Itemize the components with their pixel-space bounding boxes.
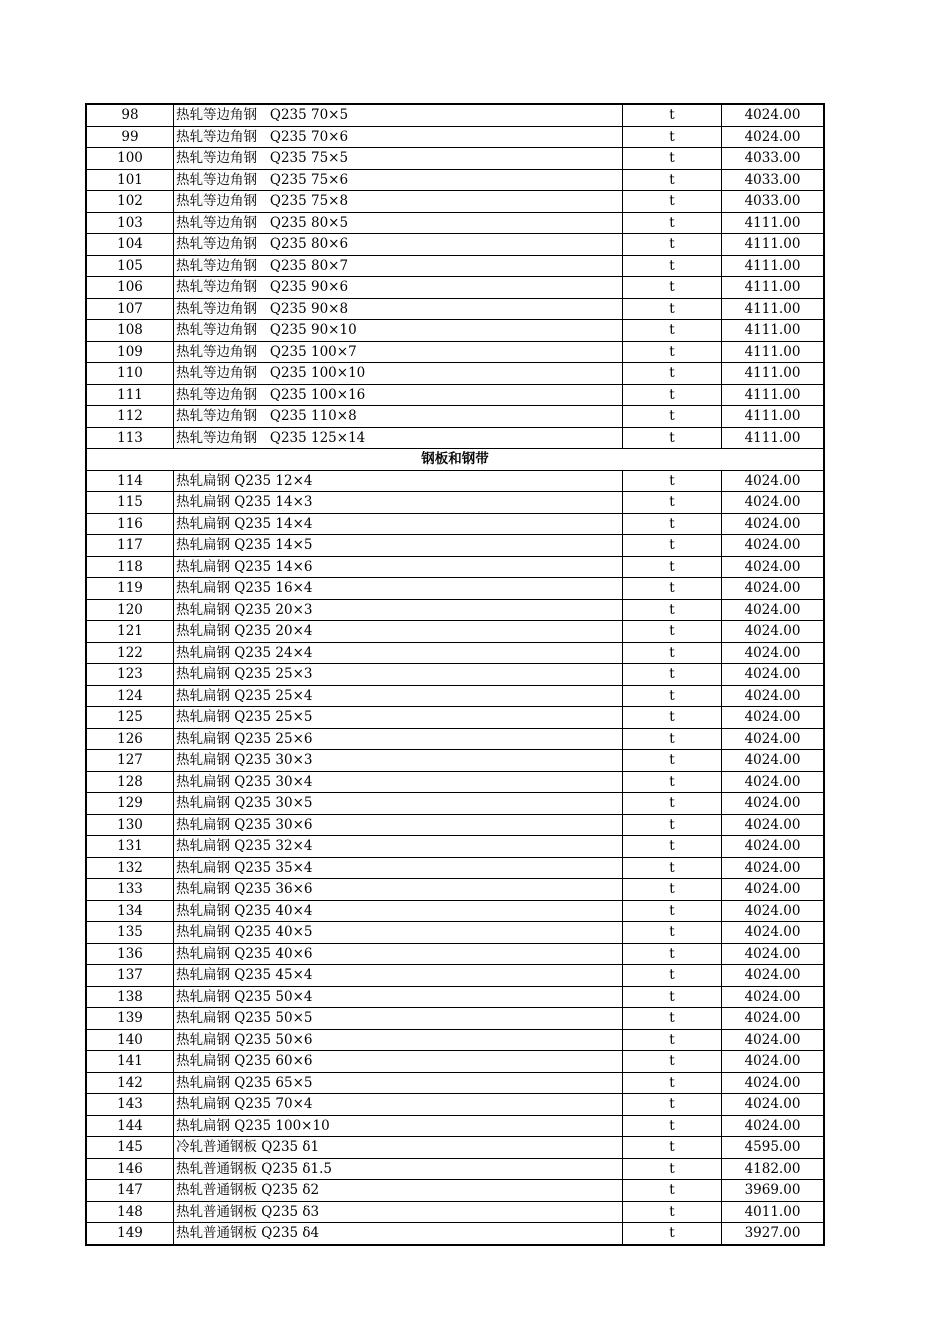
item-name-cell: 热轧普通钢板 Q235 δ2 <box>174 1180 623 1202</box>
item-name-cell: 热轧扁钢 Q235 12×4 <box>174 470 623 492</box>
unit-cell: t <box>623 1180 722 1202</box>
unit-cell: t <box>623 857 722 879</box>
table-row <box>86 255 824 277</box>
item-name-cell: 热轧扁钢 Q235 100×10 <box>174 1115 623 1137</box>
price-cell: 4024.00 <box>722 664 825 686</box>
row-number-cell: 117 <box>86 535 174 557</box>
table-row <box>86 965 824 987</box>
item-name-cell: 热轧扁钢 Q235 16×4 <box>174 578 623 600</box>
unit-cell: t <box>623 234 722 256</box>
item-name-cell: 热轧等边角钢 Q235 80×5 <box>174 212 623 234</box>
table-row <box>86 685 824 707</box>
price-cell: 4111.00 <box>722 320 825 342</box>
price-cell: 4024.00 <box>722 707 825 729</box>
unit-cell: t <box>623 986 722 1008</box>
item-name-cell: 热轧等边角钢 Q235 70×5 <box>174 104 623 126</box>
unit-cell: t <box>623 1158 722 1180</box>
table-row <box>86 535 824 557</box>
row-number-cell: 130 <box>86 814 174 836</box>
price-cell: 4111.00 <box>722 255 825 277</box>
row-number-cell: 116 <box>86 513 174 535</box>
price-cell: 4111.00 <box>722 427 825 449</box>
table-row <box>86 793 824 815</box>
unit-cell: t <box>623 922 722 944</box>
unit-cell: t <box>623 1051 722 1073</box>
table-row <box>86 212 824 234</box>
row-number-cell: 131 <box>86 836 174 858</box>
price-cell: 4024.00 <box>722 879 825 901</box>
row-number-cell: 120 <box>86 599 174 621</box>
table-row <box>86 363 824 385</box>
row-number-cell: 118 <box>86 556 174 578</box>
row-number-cell: 105 <box>86 255 174 277</box>
table-row <box>86 1008 824 1030</box>
unit-cell: t <box>623 556 722 578</box>
table-row <box>86 664 824 686</box>
unit-cell: t <box>623 1223 722 1245</box>
row-number-cell: 115 <box>86 492 174 514</box>
item-name-cell: 热轧扁钢 Q235 25×5 <box>174 707 623 729</box>
price-cell: 4111.00 <box>722 384 825 406</box>
price-cell: 4024.00 <box>722 836 825 858</box>
row-number-cell: 149 <box>86 1223 174 1245</box>
item-name-cell: 热轧等边角钢 Q235 75×5 <box>174 148 623 170</box>
unit-cell: t <box>623 728 722 750</box>
table-row <box>86 1137 824 1159</box>
unit-cell: t <box>623 1115 722 1137</box>
row-number-cell: 108 <box>86 320 174 342</box>
unit-cell: t <box>623 470 722 492</box>
table-row <box>86 836 824 858</box>
unit-cell: t <box>623 1029 722 1051</box>
price-cell: 4111.00 <box>722 234 825 256</box>
table-row <box>86 814 824 836</box>
table-row <box>86 1072 824 1094</box>
row-number-cell: 99 <box>86 126 174 148</box>
unit-cell: t <box>623 384 722 406</box>
price-cell: 4024.00 <box>722 943 825 965</box>
row-number-cell: 103 <box>86 212 174 234</box>
price-cell: 4011.00 <box>722 1201 825 1223</box>
row-number-cell: 139 <box>86 1008 174 1030</box>
row-number-cell: 137 <box>86 965 174 987</box>
unit-cell: t <box>623 707 722 729</box>
item-name-cell: 热轧扁钢 Q235 25×4 <box>174 685 623 707</box>
item-name-cell: 热轧等边角钢 Q235 75×6 <box>174 169 623 191</box>
row-number-cell: 144 <box>86 1115 174 1137</box>
table-row <box>86 599 824 621</box>
price-cell: 4111.00 <box>722 363 825 385</box>
price-cell: 4024.00 <box>722 556 825 578</box>
item-name-cell: 热轧等边角钢 Q235 80×6 <box>174 234 623 256</box>
row-number-cell: 148 <box>86 1201 174 1223</box>
row-number-cell: 147 <box>86 1180 174 1202</box>
table-row <box>86 427 824 449</box>
table-row <box>86 234 824 256</box>
table-row <box>86 298 824 320</box>
item-name-cell: 热轧扁钢 Q235 25×6 <box>174 728 623 750</box>
row-number-cell: 102 <box>86 191 174 213</box>
price-cell: 4024.00 <box>722 599 825 621</box>
unit-cell: t <box>623 320 722 342</box>
item-name-cell: 热轧扁钢 Q235 45×4 <box>174 965 623 987</box>
table-row <box>86 642 824 664</box>
unit-cell: t <box>623 578 722 600</box>
row-number-cell: 121 <box>86 621 174 643</box>
table-row <box>86 513 824 535</box>
table-row <box>86 1201 824 1223</box>
price-cell: 4111.00 <box>722 277 825 299</box>
table-row <box>86 1180 824 1202</box>
unit-cell: t <box>623 900 722 922</box>
row-number-cell: 135 <box>86 922 174 944</box>
unit-cell: t <box>623 427 722 449</box>
item-name-cell: 热轧扁钢 Q235 65×5 <box>174 1072 623 1094</box>
price-cell: 4033.00 <box>722 169 825 191</box>
item-name-cell: 热轧扁钢 Q235 50×6 <box>174 1029 623 1051</box>
table-row <box>86 320 824 342</box>
row-number-cell: 112 <box>86 406 174 428</box>
item-name-cell: 热轧等边角钢 Q235 110×8 <box>174 406 623 428</box>
row-number-cell: 142 <box>86 1072 174 1094</box>
price-cell: 4111.00 <box>722 406 825 428</box>
table-row <box>86 1158 824 1180</box>
item-name-cell: 热轧扁钢 Q235 30×5 <box>174 793 623 815</box>
table-row <box>86 728 824 750</box>
price-cell: 4182.00 <box>722 1158 825 1180</box>
item-name-cell: 热轧普通钢板 Q235 δ4 <box>174 1223 623 1245</box>
row-number-cell: 140 <box>86 1029 174 1051</box>
unit-cell: t <box>623 126 722 148</box>
row-number-cell: 125 <box>86 707 174 729</box>
row-number-cell: 113 <box>86 427 174 449</box>
table-row <box>86 104 824 126</box>
price-cell: 4024.00 <box>722 1094 825 1116</box>
row-number-cell: 146 <box>86 1158 174 1180</box>
unit-cell: t <box>623 771 722 793</box>
row-number-cell: 127 <box>86 750 174 772</box>
price-cell: 4024.00 <box>722 728 825 750</box>
item-name-cell: 热轧扁钢 Q235 20×3 <box>174 599 623 621</box>
item-name-cell: 热轧等边角钢 Q235 75×8 <box>174 191 623 213</box>
price-cell: 4024.00 <box>722 685 825 707</box>
row-number-cell: 136 <box>86 943 174 965</box>
row-number-cell: 111 <box>86 384 174 406</box>
table-row <box>86 750 824 772</box>
row-number-cell: 106 <box>86 277 174 299</box>
table-row <box>86 578 824 600</box>
item-name-cell: 热轧等边角钢 Q235 125×14 <box>174 427 623 449</box>
unit-cell: t <box>623 750 722 772</box>
item-name-cell: 热轧扁钢 Q235 35×4 <box>174 857 623 879</box>
price-table <box>85 103 825 1246</box>
unit-cell: t <box>623 1137 722 1159</box>
item-name-cell: 热轧等边角钢 Q235 90×10 <box>174 320 623 342</box>
item-name-cell: 热轧等边角钢 Q235 80×7 <box>174 255 623 277</box>
row-number-cell: 123 <box>86 664 174 686</box>
row-number-cell: 132 <box>86 857 174 879</box>
row-number-cell: 114 <box>86 470 174 492</box>
unit-cell: t <box>623 255 722 277</box>
unit-cell: t <box>623 879 722 901</box>
table-row <box>86 384 824 406</box>
table-row <box>86 1223 824 1245</box>
unit-cell: t <box>623 406 722 428</box>
item-name-cell: 热轧普通钢板 Q235 δ3 <box>174 1201 623 1223</box>
item-name-cell: 热轧等边角钢 Q235 90×8 <box>174 298 623 320</box>
price-cell: 4024.00 <box>722 1115 825 1137</box>
unit-cell: t <box>623 664 722 686</box>
row-number-cell: 141 <box>86 1051 174 1073</box>
item-name-cell: 热轧等边角钢 Q235 100×10 <box>174 363 623 385</box>
row-number-cell: 119 <box>86 578 174 600</box>
row-number-cell: 128 <box>86 771 174 793</box>
price-cell: 4024.00 <box>722 900 825 922</box>
unit-cell: t <box>623 943 722 965</box>
table-row <box>86 771 824 793</box>
section-header-row <box>86 449 824 471</box>
unit-cell: t <box>623 1008 722 1030</box>
row-number-cell: 124 <box>86 685 174 707</box>
price-cell: 4111.00 <box>722 212 825 234</box>
unit-cell: t <box>623 1072 722 1094</box>
unit-cell: t <box>623 685 722 707</box>
unit-cell: t <box>623 836 722 858</box>
price-cell: 4024.00 <box>722 1029 825 1051</box>
item-name-cell: 热轧扁钢 Q235 70×4 <box>174 1094 623 1116</box>
price-cell: 3927.00 <box>722 1223 825 1245</box>
item-name-cell: 热轧扁钢 Q235 40×6 <box>174 943 623 965</box>
item-name-cell: 热轧扁钢 Q235 40×4 <box>174 900 623 922</box>
item-name-cell: 热轧扁钢 Q235 14×3 <box>174 492 623 514</box>
price-cell: 4033.00 <box>722 191 825 213</box>
table-row <box>86 191 824 213</box>
row-number-cell: 101 <box>86 169 174 191</box>
item-name-cell: 热轧扁钢 Q235 50×5 <box>174 1008 623 1030</box>
unit-cell: t <box>623 965 722 987</box>
row-number-cell: 110 <box>86 363 174 385</box>
price-cell: 4024.00 <box>722 621 825 643</box>
item-name-cell: 热轧扁钢 Q235 32×4 <box>174 836 623 858</box>
item-name-cell: 热轧等边角钢 Q235 100×16 <box>174 384 623 406</box>
price-cell: 4111.00 <box>722 341 825 363</box>
table-row <box>86 148 824 170</box>
item-name-cell: 热轧扁钢 Q235 24×4 <box>174 642 623 664</box>
row-number-cell: 145 <box>86 1137 174 1159</box>
price-cell: 4024.00 <box>722 750 825 772</box>
price-cell: 4024.00 <box>722 965 825 987</box>
price-cell: 4024.00 <box>722 793 825 815</box>
unit-cell: t <box>623 277 722 299</box>
table-row <box>86 986 824 1008</box>
price-cell: 4033.00 <box>722 148 825 170</box>
row-number-cell: 138 <box>86 986 174 1008</box>
row-number-cell: 134 <box>86 900 174 922</box>
price-cell: 4024.00 <box>722 578 825 600</box>
table-row <box>86 406 824 428</box>
unit-cell: t <box>623 104 722 126</box>
price-cell: 4024.00 <box>722 771 825 793</box>
row-number-cell: 133 <box>86 879 174 901</box>
price-cell: 4024.00 <box>722 1008 825 1030</box>
item-name-cell: 热轧扁钢 Q235 40×5 <box>174 922 623 944</box>
price-cell: 4024.00 <box>722 513 825 535</box>
unit-cell: t <box>623 621 722 643</box>
price-cell: 4024.00 <box>722 492 825 514</box>
unit-cell: t <box>623 212 722 234</box>
unit-cell: t <box>623 513 722 535</box>
unit-cell: t <box>623 191 722 213</box>
price-cell: 4024.00 <box>722 857 825 879</box>
price-cell: 4595.00 <box>722 1137 825 1159</box>
row-number-cell: 126 <box>86 728 174 750</box>
table-row <box>86 341 824 363</box>
price-cell: 4024.00 <box>722 986 825 1008</box>
unit-cell: t <box>623 793 722 815</box>
item-name-cell: 热轧扁钢 Q235 20×4 <box>174 621 623 643</box>
price-cell: 4024.00 <box>722 104 825 126</box>
table-row <box>86 277 824 299</box>
table-row <box>86 169 824 191</box>
unit-cell: t <box>623 148 722 170</box>
item-name-cell: 冷轧普通钢板 Q235 δ1 <box>174 1137 623 1159</box>
unit-cell: t <box>623 298 722 320</box>
table-row <box>86 879 824 901</box>
row-number-cell: 129 <box>86 793 174 815</box>
price-cell: 3969.00 <box>722 1180 825 1202</box>
item-name-cell: 热轧扁钢 Q235 14×4 <box>174 513 623 535</box>
price-table-body <box>86 104 824 1245</box>
unit-cell: t <box>623 642 722 664</box>
item-name-cell: 热轧等边角钢 Q235 70×6 <box>174 126 623 148</box>
unit-cell: t <box>623 341 722 363</box>
price-cell: 4024.00 <box>722 1072 825 1094</box>
table-row <box>86 492 824 514</box>
row-number-cell: 122 <box>86 642 174 664</box>
row-number-cell: 109 <box>86 341 174 363</box>
table-row <box>86 922 824 944</box>
table-row <box>86 857 824 879</box>
table-row <box>86 1051 824 1073</box>
unit-cell: t <box>623 535 722 557</box>
price-cell: 4111.00 <box>722 298 825 320</box>
item-name-cell: 热轧扁钢 Q235 25×3 <box>174 664 623 686</box>
item-name-cell: 热轧扁钢 Q235 30×3 <box>174 750 623 772</box>
row-number-cell: 104 <box>86 234 174 256</box>
table-row <box>86 707 824 729</box>
item-name-cell: 热轧等边角钢 Q235 90×6 <box>174 277 623 299</box>
item-name-cell: 热轧普通钢板 Q235 δ1.5 <box>174 1158 623 1180</box>
item-name-cell: 热轧扁钢 Q235 30×6 <box>174 814 623 836</box>
row-number-cell: 98 <box>86 104 174 126</box>
item-name-cell: 热轧扁钢 Q235 14×6 <box>174 556 623 578</box>
item-name-cell: 热轧扁钢 Q235 36×6 <box>174 879 623 901</box>
item-name-cell: 热轧扁钢 Q235 50×4 <box>174 986 623 1008</box>
row-number-cell: 107 <box>86 298 174 320</box>
item-name-cell: 热轧扁钢 Q235 14×5 <box>174 535 623 557</box>
unit-cell: t <box>623 169 722 191</box>
table-row <box>86 900 824 922</box>
row-number-cell: 143 <box>86 1094 174 1116</box>
unit-cell: t <box>623 492 722 514</box>
price-cell: 4024.00 <box>722 642 825 664</box>
item-name-cell: 热轧扁钢 Q235 30×4 <box>174 771 623 793</box>
unit-cell: t <box>623 1094 722 1116</box>
row-number-cell: 100 <box>86 148 174 170</box>
table-row <box>86 1094 824 1116</box>
table-row <box>86 470 824 492</box>
price-cell: 4024.00 <box>722 535 825 557</box>
table-row <box>86 126 824 148</box>
price-cell: 4024.00 <box>722 1051 825 1073</box>
unit-cell: t <box>623 363 722 385</box>
price-cell: 4024.00 <box>722 814 825 836</box>
table-row <box>86 621 824 643</box>
table-row <box>86 556 824 578</box>
unit-cell: t <box>623 1201 722 1223</box>
price-cell: 4024.00 <box>722 470 825 492</box>
unit-cell: t <box>623 814 722 836</box>
price-cell: 4024.00 <box>722 126 825 148</box>
item-name-cell: 热轧等边角钢 Q235 100×7 <box>174 341 623 363</box>
section-title: 钢板和钢带 <box>86 449 824 471</box>
table-row <box>86 943 824 965</box>
table-row <box>86 1029 824 1051</box>
unit-cell: t <box>623 599 722 621</box>
price-cell: 4024.00 <box>722 922 825 944</box>
item-name-cell: 热轧扁钢 Q235 60×6 <box>174 1051 623 1073</box>
table-row <box>86 1115 824 1137</box>
